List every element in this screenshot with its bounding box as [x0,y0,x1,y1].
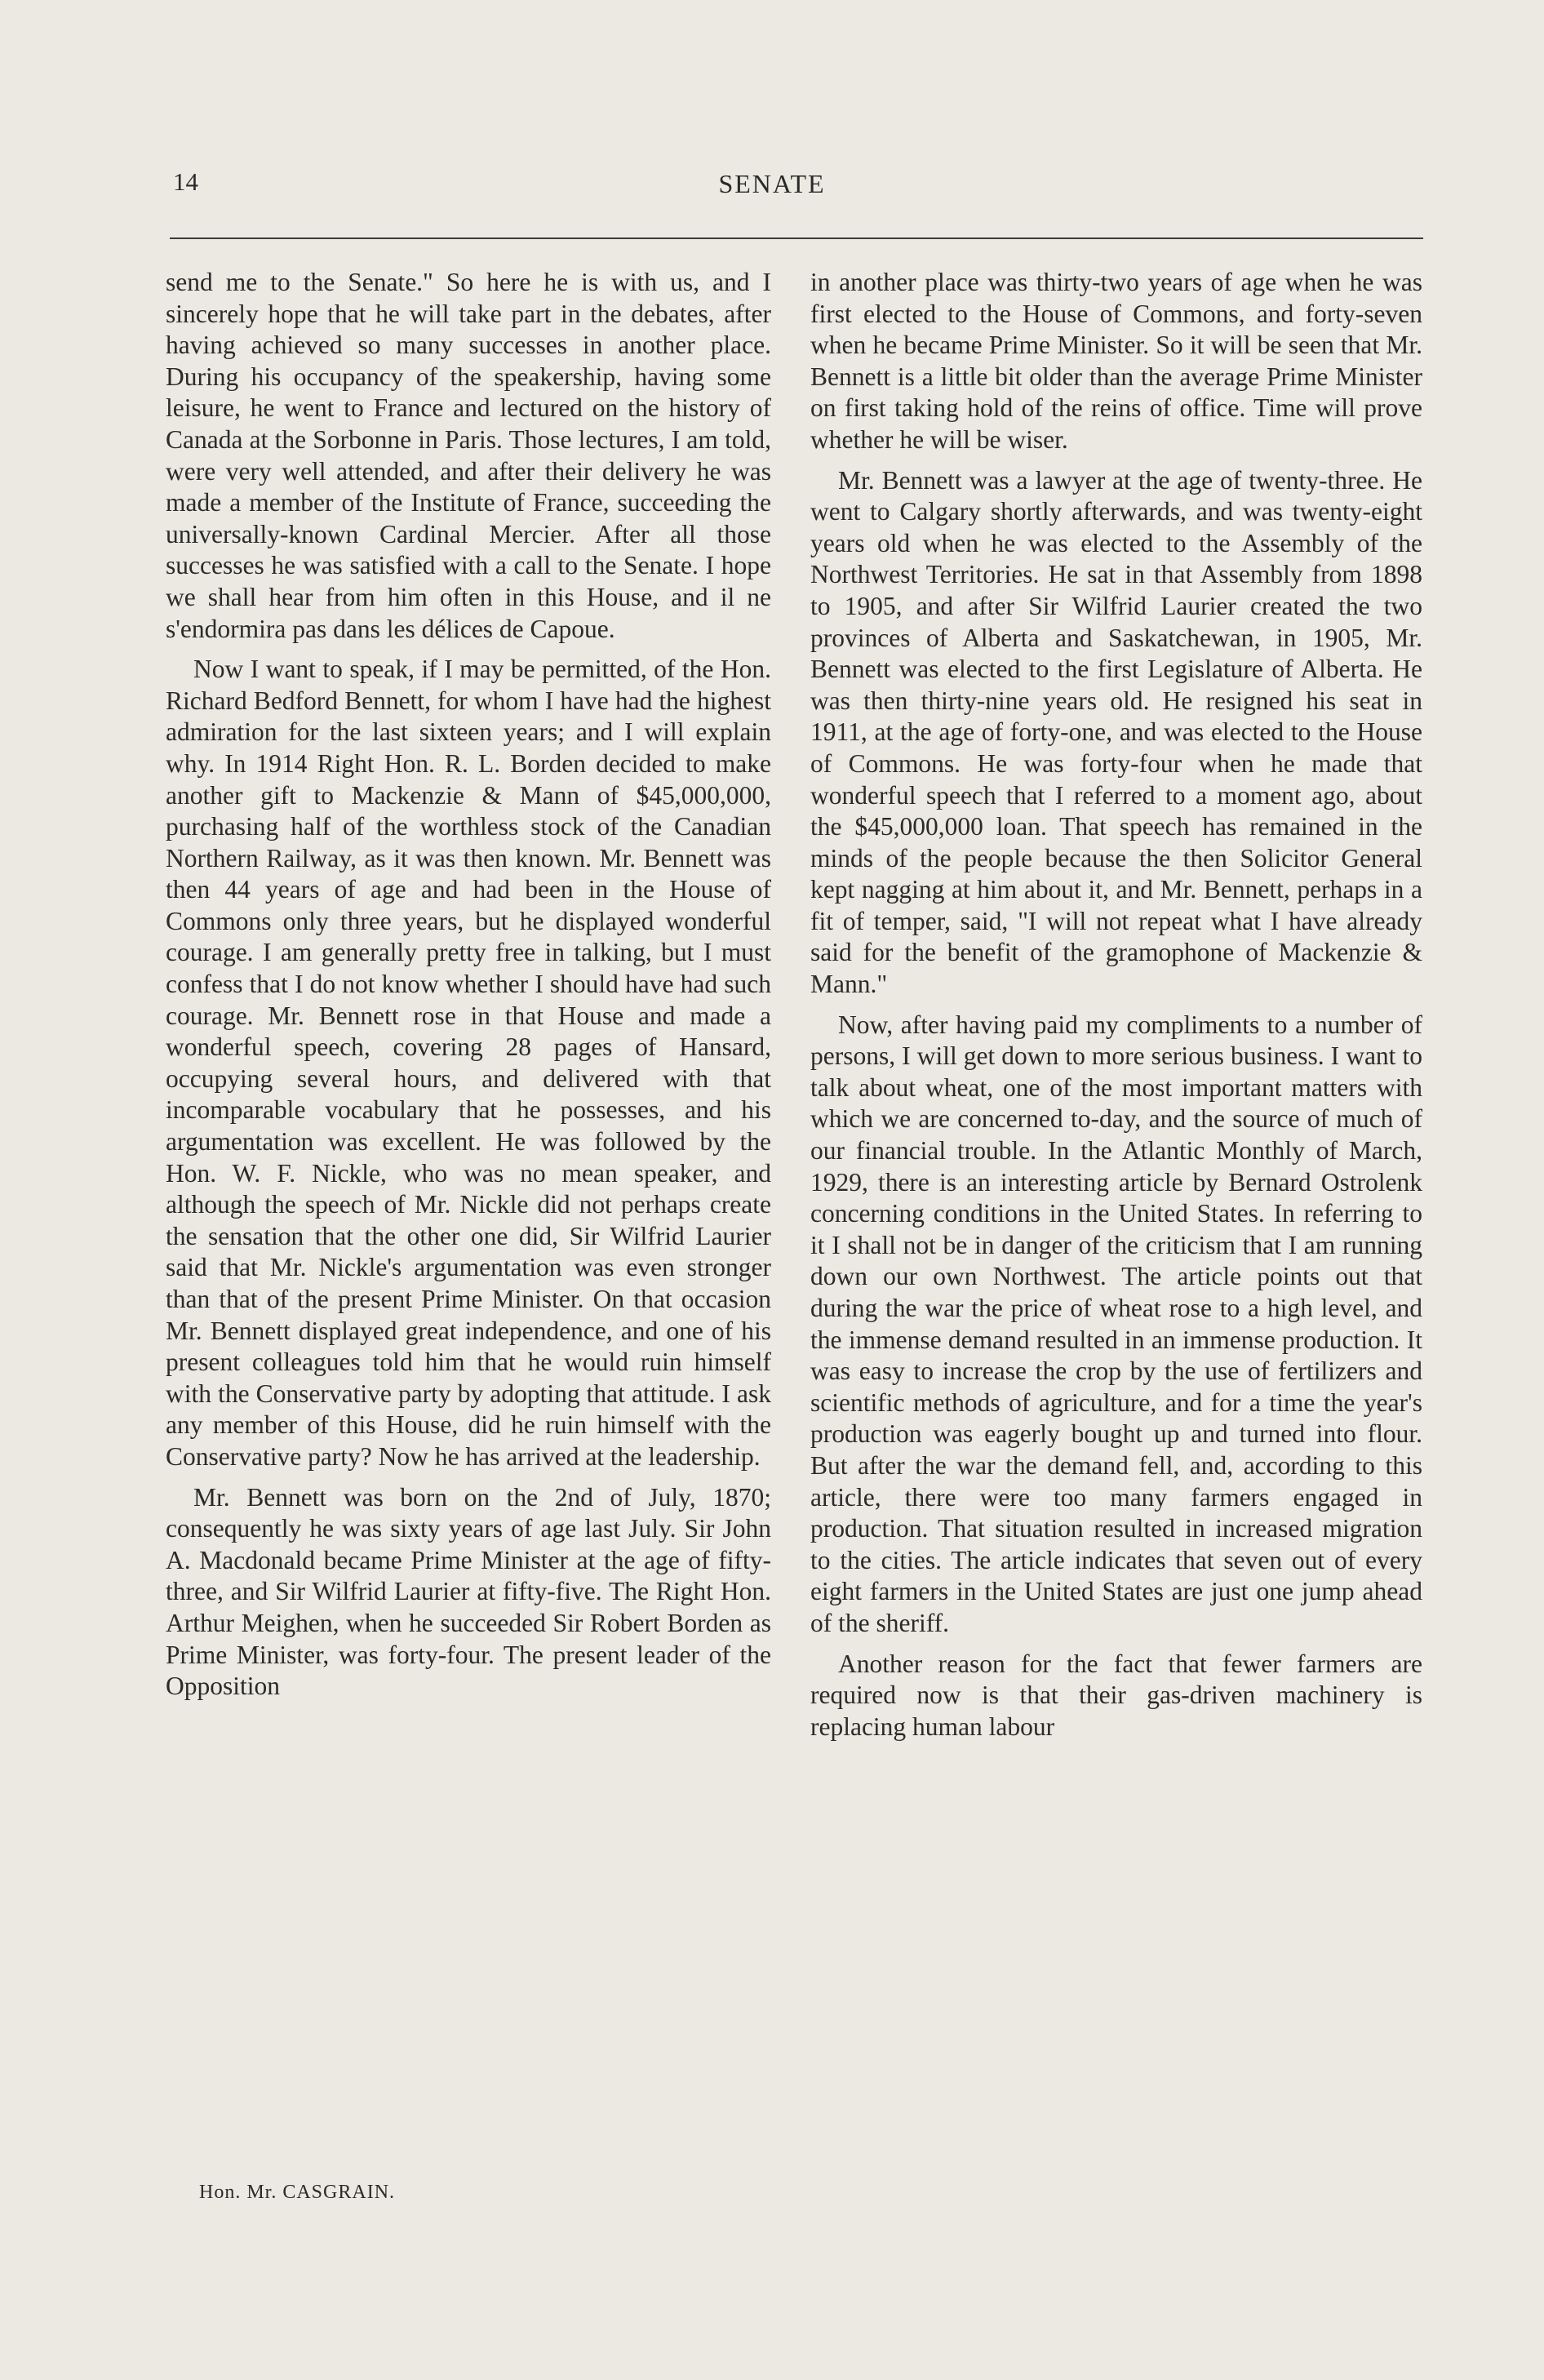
left-column [166,267,771,1712]
paragraph: Now I want to speak, if I may be permitted, of the Hon. Richard Bedford Bennett, for whom I have had the highest admiration for the last sixteen years; and I will explain why. In 1914 Right Hon. R. L. Borden decided to make another gift to Mackenzie & Mann of $45,000,000, purchasing half of the worthless stock of the Canadian Northern Railway, as it was then known. Mr. Bennett was then 44 years of age and had been in the House of Commons only three years, but he displayed wonderful courage. I am generally pretty free in talking, but I must confess that I do not know whether I should have had such courage. Mr. Bennett rose in that House and made a wonderful speech, covering 28 pages of Hansard, occupying several hours, and delivered with that incomparable vocabulary that he possesses, and his argumentation was excellent. He was followed by the Hon. W. F. Nickle, who was no mean speaker, and although the speech of Mr. Nickle did not perhaps create the sensation that the other one did, Sir Wilfrid Laurier said that Mr. Nickle's argumentation was even stronger than that of the present Prime Minister. On that occasion Mr. Bennett displayed great independence, and one of his present colleagues told him that he would ruin himself with the Conservative party by adopting that attitude. I ask any member of this House, did he ruin himself with the Conservative party? Now he has arrived at the leadership. [166,655,771,1471]
paragraph: Now, after having paid my compliments to a number of persons, I will get down to more serious business. I want to talk about wheat, one of the most important matters with which we are concerned to-day, and the source of much of our financial trouble. In the Atlantic Monthly of March, 1929, there is an interesting article by Bernard Ostrolenk concerning conditions in the United States. In referring to it I shall not be in danger of the criticism that I am running down our own Northwest. The article points out that during the war the price of wheat rose to a high level, and the immense demand resulted in an immense production. It was easy to increase the crop by the use of fertilizers and scientific methods of agriculture, and for a time the year's production was eagerly bought up and turned into flour. But after the war the demand fell, and, according to this article, there were too many farmers engaged in production. That situation resulted in increased migration to the cities. The article indicates that seven out of every eight farmers in the United States are just one jump ahead of the sheriff. [810,1010,1422,1637]
page-number: 14 [173,167,198,196]
paragraph: Mr. Bennett was a lawyer at the age of twenty-three. He went to Calgary shortly afterwards, and was twenty-eight years old when he was elected to the Assembly of the Northwest Territories. He sat in that Assembly from 1898 to 1905, and after Sir Wilfrid Laurier created the two provinces of Alberta and Saskatchewan, in 1905, Mr. Bennett was elected to the first Legislature of Alberta. He was then thirty-nine years old. He resigned his seat in 1911, at the age of forty-one, and was elected to the House of Commons. He was forty-four when he made that wonderful speech that I referred to a moment ago, about the $45,000,000 loan. That speech has remained in the minds of the people because the then Solicitor General kept nagging at him about it, and Mr. Bennett, perhaps in a fit of temper, said, "I will not repeat what I have already said for the benefit of the gramophone of Mackenzie & Mann." [810,465,1422,999]
paragraph: send me to the Senate." So here he is with us, and I sincerely hope that he will take part in the debates, after having achieved so many successes in another place. During his occupancy of the speakership, having some leisure, he went to France and lectured on the history of Canada at the Sorbonne in Paris. Those lectures, I am told, were very well attended, and after their delivery he was made a member of the Institute of France, succeeding the universally-known Cardinal Mercier. After all those successes he was satisfied with a call to the Senate. I hope we shall hear from him often in this House, and il ne s'endormira pas dans les délices de Capoue. [166,268,771,643]
right-column [810,267,1422,1752]
paragraph: in another place was thirty-two years of age when he was first elected to the House of Commons, and forty-seven when he became Prime Minister. So it will be seen that Mr. Bennett is a little bit older than the average Prime Minister on first taking hold of the reins of office. Time will prove whether he will be wiser. [810,268,1422,454]
paragraph: Another reason for the fact that fewer farmers are required now is that their gas-driven machinery is replacing human labour [810,1649,1422,1741]
paragraph: Mr. Bennett was born on the 2nd of July, 1870; consequently he was sixty years of age last July. Sir John A. Macdonald became Prime Minister at the age of fifty-three, and Sir Wilfrid Laurier at fifty-five. The Right Hon. Arthur Meighen, when he succeeded Sir Robert Borden as Prime Minister, was forty-four. The present leader of the Opposition [166,1482,771,1701]
speaker-signature: Hon. Mr. CASGRAIN. [199,2182,396,2203]
running-head: SENATE [718,169,826,198]
header-rule [170,238,1423,239]
